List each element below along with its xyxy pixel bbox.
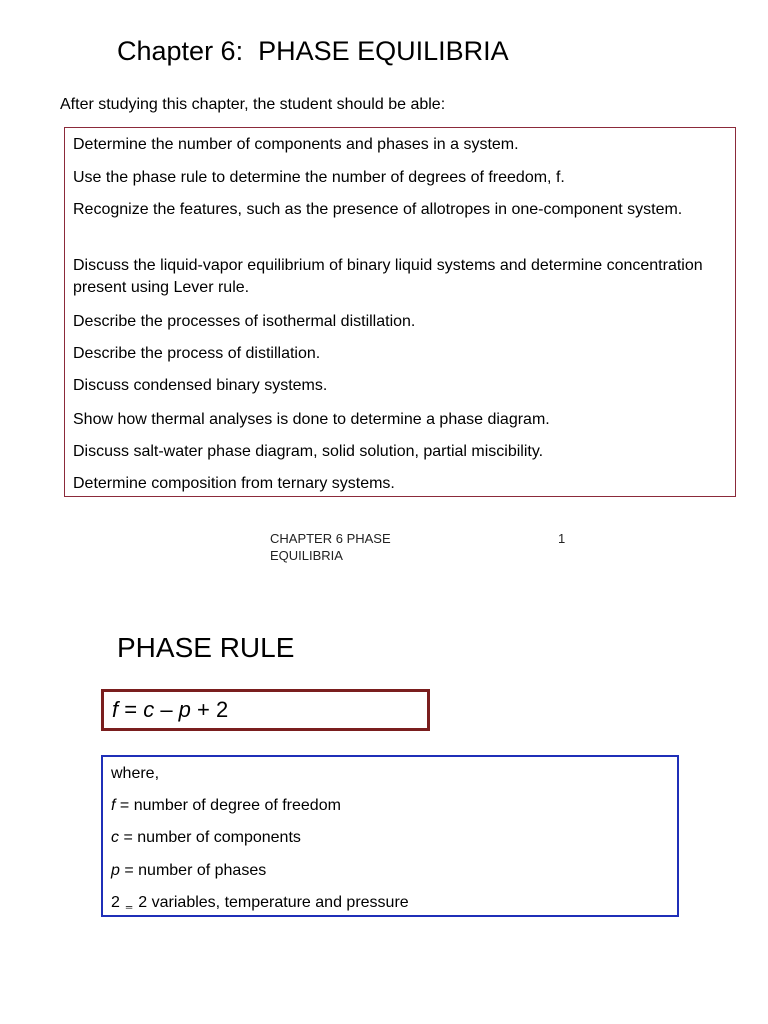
objective-item: Determine the number of components and phases in a system. [73,136,519,153]
variables-text: 2 variables, temperature and pressure [138,894,409,911]
formula-equals: = [118,697,144,722]
phase-rule-title: PHASE RULE [117,632,295,663]
objective-item: Discuss the liquid-vapor equilibrium of binary liquid systems and determine concentration present using Lever rule. [73,257,703,296]
formula-c: c [143,697,155,722]
formula-f: f [112,697,119,722]
formula-rest: + 2 [190,697,229,722]
phase-rule-formula [101,689,430,731]
objective-item: Determine composition from ternary systems. [73,475,395,492]
objective-item: Describe the process of distillation. [73,345,321,362]
objective-item: Use the phase rule to determine the number of degrees of freedom, f. [73,169,565,186]
definition-text: = number of phases [119,862,267,879]
variables-count: 2 [111,894,120,911]
objective-item: Show how thermal analyses is done to determine a phase diagram. [73,411,550,428]
definition-row [111,829,301,847]
objectives-box [64,127,736,497]
definition-symbol: p [111,862,120,879]
objectives-intro: After studying this chapter, the student should be able: [60,96,446,113]
objective-item: Recognize the features, such as the presence of allotropes in one-component system. [73,201,683,218]
separator-symbol: ═ [125,902,133,912]
where-label: where, [111,765,160,782]
definition-symbol: c [111,829,119,846]
definition-row [111,797,341,815]
definition-row [111,862,266,880]
definition-text: = number of components [119,829,301,846]
objective-item: Describe the processes of isothermal distillation. [73,313,416,330]
formula-p: p [178,697,191,722]
objective-item: Discuss condensed binary systems. [73,377,328,394]
slide-page-number: 1 [558,531,566,546]
chapter-title: Chapter 6: PHASE EQUILIBRIA [117,36,509,66]
slide-footer-text: CHAPTER 6 PHASE EQUILIBRIA [270,531,391,563]
objective-item: Discuss salt-water phase diagram, solid solution, partial miscibility. [73,443,544,460]
definition-text: = number of degree of freedom [115,797,341,814]
definitions-box [101,755,679,917]
formula-minus: – [154,697,179,722]
definition-row [111,894,409,912]
definition-symbol: f [111,797,116,814]
